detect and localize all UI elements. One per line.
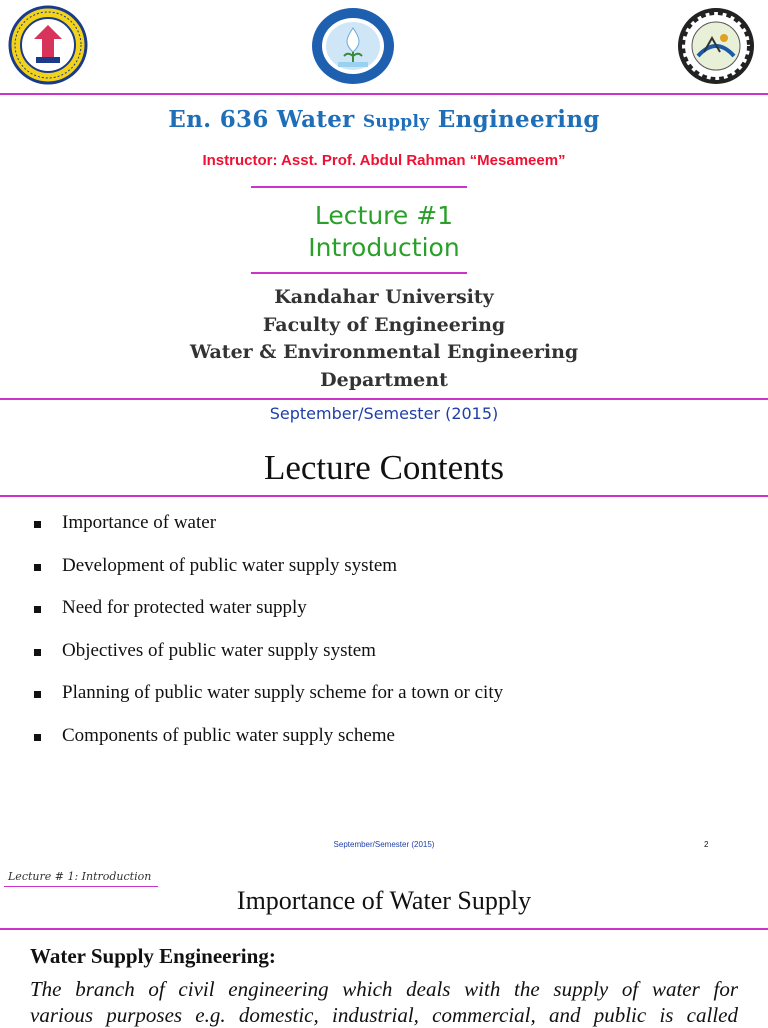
institution-block	[0, 284, 768, 394]
course-code: En. 636 Water	[168, 106, 355, 133]
importance-title: Importance of Water Supply	[236, 886, 532, 915]
contents-rule	[0, 495, 768, 497]
bullet-icon	[34, 521, 41, 528]
divider-rule	[251, 186, 467, 188]
course-title	[0, 106, 768, 133]
list-item: Development of public water supply system	[30, 555, 503, 598]
department-name: Water & Environmental Engineering	[189, 341, 579, 363]
department-logo	[310, 6, 396, 91]
kandahar-university-logo	[8, 5, 88, 90]
definition-line: various purposes e.g. domestic, industrial, commercial, and public is called	[30, 1003, 738, 1027]
lecture-tag: Lecture # 1: Introduction	[8, 870, 152, 883]
university-name: Kandahar University	[274, 286, 494, 308]
importance-slide	[0, 860, 768, 1027]
contents-slide	[0, 434, 768, 860]
instructor-name: Instructor: Asst. Prof. Abdul Rahman “Mesameem”	[202, 152, 566, 169]
list-item: Planning of public water supply scheme for a town or city	[30, 682, 503, 725]
engineering-faculty-logo	[676, 6, 756, 91]
semester-rule	[0, 398, 768, 400]
bullet-icon	[34, 606, 41, 613]
lecture-heading	[0, 200, 768, 264]
lecture-topic: Introduction	[308, 233, 460, 262]
divider-rule	[251, 272, 467, 274]
bullet-icon	[34, 734, 41, 741]
semester-label: September/Semester (2015)	[269, 404, 499, 423]
list-item: Need for protected water supply	[30, 597, 503, 640]
list-item: Components of public water supply scheme	[30, 725, 503, 768]
department-name-cont: Department	[320, 368, 448, 391]
faculty-name: Faculty of Engineering	[262, 313, 506, 336]
contents-title: Lecture Contents	[263, 448, 505, 487]
contents-list	[30, 512, 503, 768]
definition-text	[30, 976, 738, 1028]
importance-rule	[0, 928, 768, 930]
bullet-icon	[34, 564, 41, 571]
bullet-icon	[34, 649, 41, 656]
bullet-icon	[34, 691, 41, 698]
list-item: Importance of water	[30, 512, 503, 555]
header-rule	[0, 93, 768, 95]
slide-footer: September/Semester (2015)	[333, 840, 435, 849]
list-item: Objectives of public water supply system	[30, 640, 503, 683]
definition-line: The branch of civil engineering which deals with the supply of water for	[30, 977, 738, 1001]
course-title-small: Supply	[362, 112, 430, 132]
page-number: 2	[704, 840, 709, 849]
lecture-number: Lecture #1	[314, 201, 454, 230]
course-title-tail: Engineering	[437, 106, 600, 133]
title-slide	[0, 0, 768, 434]
section-heading: Water Supply Engineering:	[30, 944, 276, 968]
